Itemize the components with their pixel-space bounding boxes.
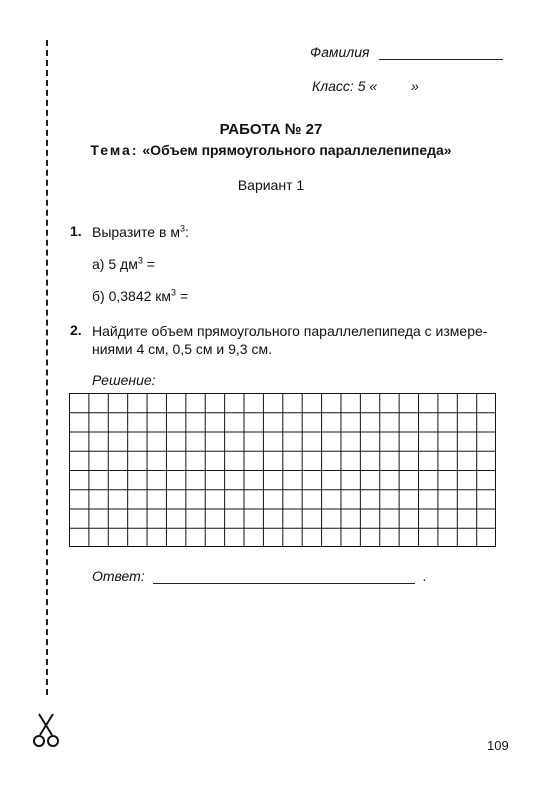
topic-prefix: Тема: bbox=[90, 142, 139, 158]
answer-end: . bbox=[422, 568, 427, 584]
surname-input-line[interactable] bbox=[379, 45, 503, 60]
task1-text-sup: 3 bbox=[179, 223, 185, 234]
solution-label: Решение: bbox=[92, 372, 156, 388]
class-field bbox=[312, 78, 419, 94]
task1-b-label: б) bbox=[92, 288, 105, 304]
task1-b-sup: 3 bbox=[171, 287, 177, 298]
solution-grid[interactable] bbox=[69, 393, 496, 547]
task1-text-main: Выразите в м bbox=[92, 224, 180, 240]
task1-b-end: = bbox=[176, 288, 189, 304]
class-label: Класс: 5 « bbox=[312, 78, 378, 94]
cut-line bbox=[46, 40, 48, 695]
task2-number: 2. bbox=[70, 322, 82, 338]
task1-a-value: 5 дм bbox=[108, 256, 138, 272]
answer-field bbox=[92, 568, 426, 584]
variant-label: Вариант 1 bbox=[237, 177, 305, 193]
task1-a-label: а) bbox=[92, 256, 105, 272]
class-close-quote: » bbox=[410, 78, 419, 94]
task1-b-value: 0,3842 км bbox=[108, 288, 172, 304]
work-title: РАБОТА № 27 bbox=[219, 121, 323, 138]
task1-item-a bbox=[92, 255, 155, 273]
topic-text: «Объем прямоугольного параллелепипеда» bbox=[142, 142, 452, 158]
task1-number: 1. bbox=[70, 223, 82, 239]
task1-item-b bbox=[92, 287, 188, 305]
surname-field bbox=[310, 44, 503, 60]
task2-line1: Найдите объем прямоугольного параллелепипеда с измере- bbox=[92, 323, 488, 339]
scissors-icon bbox=[33, 712, 59, 748]
work-topic bbox=[0, 142, 542, 158]
page-number: 109 bbox=[487, 738, 509, 753]
surname-label: Фамилия bbox=[310, 44, 370, 60]
answer-label: Ответ: bbox=[92, 568, 145, 584]
answer-input-line[interactable] bbox=[153, 569, 415, 584]
task1-a-end: = bbox=[142, 256, 155, 272]
task2-line2: ниями 4 см, 0,5 см и 9,3 см. bbox=[92, 341, 272, 357]
task2-text bbox=[92, 322, 512, 358]
task1-text bbox=[92, 223, 189, 241]
task1-text-end: : bbox=[184, 224, 189, 240]
task1-a-sup: 3 bbox=[137, 255, 143, 266]
